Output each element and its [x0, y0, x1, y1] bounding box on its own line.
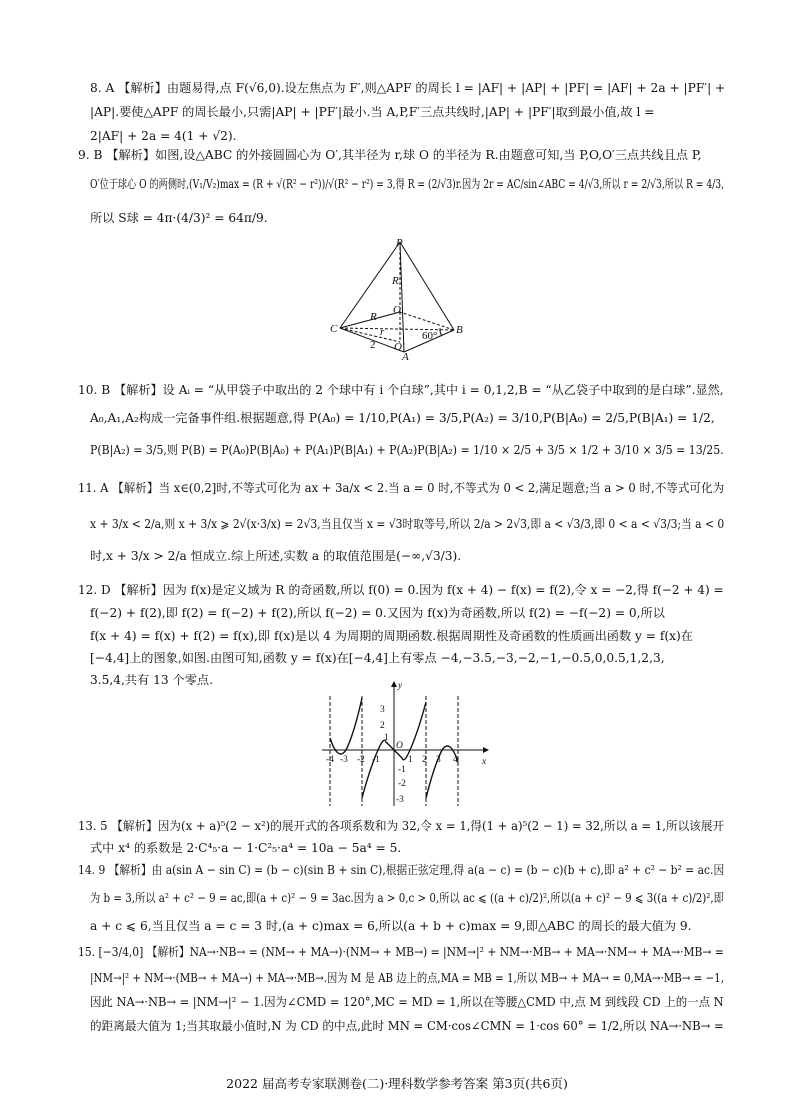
tick-y-3: 3	[380, 705, 385, 715]
tick-y-2: 2	[380, 721, 385, 731]
tick-x-neg2: -2	[357, 755, 365, 765]
label-B: B	[456, 324, 463, 336]
curve-segment-1	[330, 698, 362, 754]
curve-segment-3	[426, 746, 458, 798]
label-O: O	[393, 304, 401, 316]
label-O-prime: O′	[394, 341, 405, 353]
tick-y-1: 1	[384, 733, 389, 743]
q15-line-2: |NM→|² + NM→·(MB→ + MA→) + MA→·MB→.因为 M 是 AB 边上的点,MA = MB = 1,所以 MB→ + MA→ = 0,MA→·MB→ = −1,	[90, 971, 724, 985]
q13-line-1: 13. 5 【解析】因为(x + a)⁵(2 − x²)的展开式的各项系数和为 32,令 x = 1,得(1 + a)⁵(2 − 1) = 32,所以 a = 1,所以该展开	[78, 819, 725, 833]
tick-y-neg3: -3	[396, 795, 404, 805]
q14-line-1: 14. 9 【解析】由 a(sin A − sin C) = (b − c)(sin B + sin C),根据正弦定理,得 a(a − c) = (b − c)(b + c),即 a² + c² − b² = ac.因	[78, 863, 725, 877]
tick-x-4: 4	[453, 755, 458, 765]
function-graph-figure	[318, 676, 496, 808]
edge-PA	[400, 242, 404, 352]
q9-line-1: 9. B 【解析】如图,设△ABC 的外接圆圆心为 O′,其半径为 r,球 O 的半径为 R.由题意可知,当 P,O,O′三点共线且点 P,	[78, 148, 702, 162]
tick-x-neg4: -4	[326, 755, 334, 765]
label-C: C	[330, 323, 338, 335]
q11-line-2: x + 3/x < 2/a,则 x + 3/x ⩾ 2√(x·3/x) = 2√3,当且仅当 x = √3时取等号,所以 2/a > 2√3,即 a < √3/3,即 0 < a < √3/3;当 a < 0	[90, 517, 725, 531]
label-r: r	[380, 326, 385, 338]
tick-x-1: 1	[408, 755, 413, 765]
q11-line-1: 11. A 【解析】当 x∈(0,2]时,不等式可化为 ax + 3a/x < 2.当 a = 0 时,不等式为 0 < 2,满足题意;当 a > 0 时,不等式可化为	[78, 481, 725, 495]
q11-line-3: 时,x + 3/x > 2/a 恒成立.综上所述,实数 a 的取值范围是(−∞,√3/3).	[90, 549, 462, 563]
q15-line-4: 的距离最大值为 1;当其取最小值时,N 为 CD 的中点,此时 MN = CM·cos∠CMN = 1·cos 60° = 1/2,所以 NA→·NB→ =	[90, 1019, 724, 1033]
q8-line-3: 2|AF| + 2a = 4(1 + √2).	[90, 129, 237, 143]
tick-x-3: 3	[436, 755, 441, 765]
pyramid-figure	[330, 237, 470, 363]
q8-line-1: 8. A 【解析】由题易得,点 F(√6,0).设左焦点为 F′,则△APF 的周长 l = |AF| + |AP| + |PF| = |AF| + 2a + |PF′| +	[90, 81, 726, 95]
label-A: A	[402, 351, 409, 363]
q8-line-2: |AP|.要使△APF 的周长最小,只需|AP| + |PF′|最小.当 A,P,F′三点共线时,|AP| + |PF′|取到最小值,故 l =	[90, 105, 655, 119]
axis-y-label: y	[398, 681, 403, 691]
tick-y-neg1: -1	[398, 765, 406, 775]
q12-line-3: f(x + 4) = f(x) + f(2) = f(x),即 f(x)是以 4 为周期的周期函数.根据周期性及奇函数的性质画出函数 y = f(x)在	[90, 629, 693, 643]
q10-line-1: 10. B 【解析】设 Aᵢ = “从甲袋子中取出的 2 个球中有 i 个白球”,其中 i = 0,1,2,B = “从乙袋子中取到的是白球”.显然,	[78, 383, 724, 397]
q9-line-3: 所以 S球 = 4π·(4/3)² = 64π/9.	[90, 211, 268, 225]
angle-arc	[440, 328, 442, 336]
q10-line-2: A₀,A₁,A₂构成一完备事件组.根据题意,得 P(A₀) = 1/10,P(A₁) = 3/5,P(A₂) = 3/10,P(B|A₀) = 2/5,P(B|A₁) = 1/2,	[90, 411, 715, 425]
q13-line-2: 式中 x⁴ 的系数是 2·C⁴₅·a − 1·C²₅·a⁴ = 10a − 5a⁴ = 5.	[90, 841, 402, 855]
q14-line-3: a + c ⩽ 6,当且仅当 a = c = 3 时,(a + c)max = 6,所以(a + b + c)max = 9,即△ABC 的周长的最大值为 9.	[90, 919, 692, 933]
tick-y-neg2: -2	[398, 779, 406, 789]
axis-x-label: x	[482, 757, 487, 767]
q12-line-5: 3.5,4,共有 13 个零点.	[90, 673, 213, 687]
q12-line-2: f(−2) + f(2),即 f(2) = f(−2) + f(2),所以 f(−2) = 0.又因为 f(x)为奇函数,所以 f(2) = −f(−2) = 0,所以	[90, 606, 665, 620]
label-P: P	[396, 237, 403, 249]
page-footer: 2022 届高考专家联测卷(二)·理科数学参考答案 第3页(共6页)	[226, 1076, 568, 1091]
label-angle: 60°	[422, 330, 438, 342]
label-R-lower: R	[370, 311, 377, 323]
q15-line-3: 因此 NA→·NB→ = |NM→|² − 1.因为∠CMD = 120°,MC = MD = 1,所以在等腰△CMD 中,点 M 到线段 CD 上的一点 N	[90, 995, 724, 1009]
edge-PB	[400, 242, 454, 330]
q12-line-1: 12. D 【解析】因为 f(x)是定义域为 R 的奇函数,所以 f(0) = 0.因为 f(x + 4) − f(x) = f(2),令 x = −2,得 f(−2 + 4) =	[78, 583, 724, 597]
origin-label: O	[396, 741, 403, 751]
q10-line-3: P(B|A₂) = 3/5,则 P(B) = P(A₀)P(B|A₀) + P(A₁)P(B|A₁) + P(A₂)P(B|A₂) = 1/10 × 2/5 + 3/5 × 1/2 + 3/10 × 3/5 = 13/25.	[90, 443, 724, 457]
tick-x-neg1: -1	[372, 755, 380, 765]
tick-x-neg3: -3	[340, 755, 348, 765]
label-two: 2	[370, 339, 376, 351]
label-R-upper: R	[392, 275, 399, 287]
q9-line-2: O′位于球心 O 的两侧时,(V₁/V₂)max = (R + √(R² − r²))/√(R² − r²) = 3,得 R = (2/√3)r.因为 2r = AC/sin∠ABC = 4/√3,所以 r = 2/√3,所以 R = 4/3,	[90, 177, 725, 191]
q12-line-4: [−4,4]上的图象,如图.由图可知,函数 y = f(x)在[−4,4]上有零点 −4,−3.5,−3,−2,−1,−0.5,0,0.5,1,2,3,	[90, 651, 665, 665]
q15-line-1: 15. [−3/4,0] 【解析】NA→·NB→ = (NM→ + MA→)·(NM→ + MB→) = |NM→|² + NM→·MB→ + MA→·NM→ + MA→·MB→ =	[78, 945, 724, 959]
radius-OB	[400, 312, 454, 330]
q14-line-2: 为 b = 3,所以 a² + c² − 9 = ac,即(a + c)² − 9 = 3ac.因为 a > 0,c > 0,所以 ac ⩽ ((a + c)/2)²,所以(a + c)² − 9 ⩽ 3((a + c)/2)²,即	[90, 891, 724, 905]
tick-x-2: 2	[422, 755, 427, 765]
